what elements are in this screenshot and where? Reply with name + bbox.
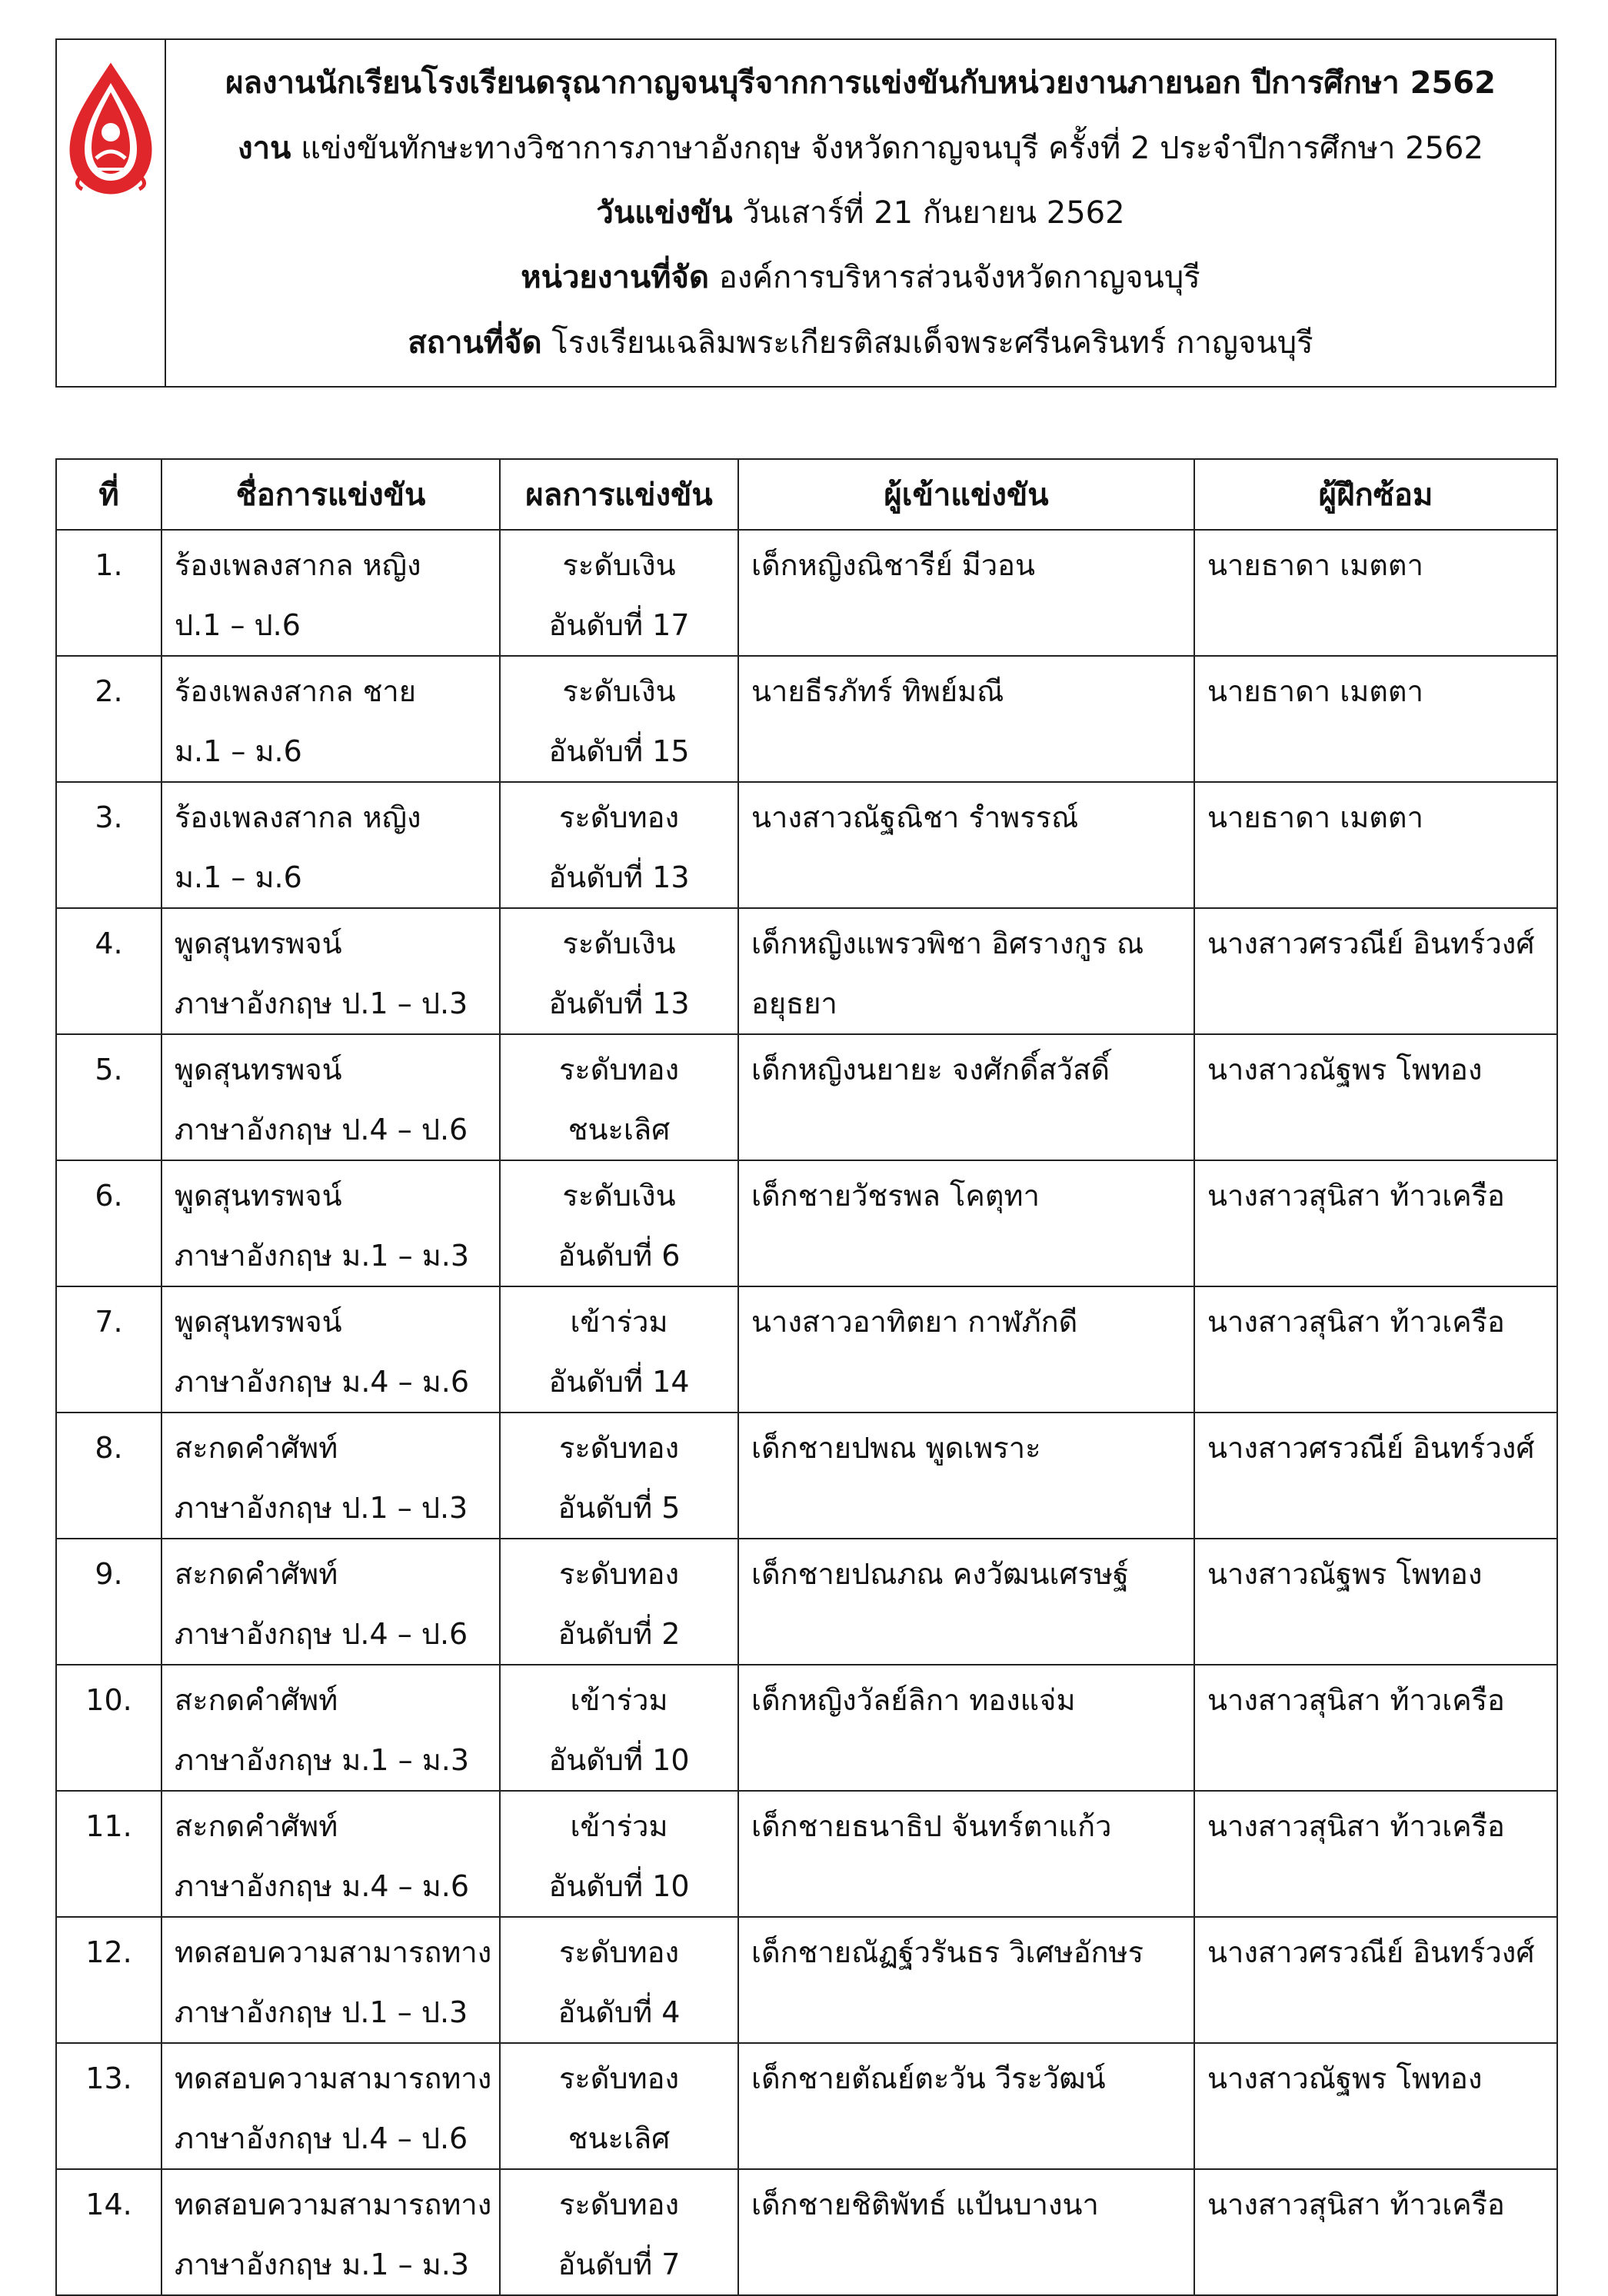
- cell-coach-text: นางสาวสุนิสา ท้าวเครือ: [1207, 1179, 1505, 1213]
- cell-contestant: [738, 1160, 1194, 1286]
- cell-result: [500, 908, 738, 1034]
- cell-result: [500, 1791, 738, 1917]
- cell-no: [56, 1034, 161, 1160]
- cell-no-text: 7.: [95, 1305, 123, 1339]
- cell-result-text: อันดับที่ 5: [558, 1491, 681, 1525]
- cell-competition-text: ภาษาอังกฤษ ป.1 – ป.3: [175, 1491, 468, 1525]
- cell-no-text: 10.: [85, 1683, 132, 1717]
- cell-contestant: [738, 1917, 1194, 2043]
- cell-competition-text: ภาษาอังกฤษ ป.4 – ป.6: [175, 2121, 468, 2155]
- cell-no-text: 4.: [95, 927, 123, 960]
- cell-coach: [1194, 530, 1557, 656]
- cell-coach: [1194, 2043, 1557, 2169]
- cell-competition-text: สะกดคำศัพท์: [175, 1557, 338, 1591]
- cell-competition: [161, 2043, 500, 2169]
- cell-result-text: เข้าร่วม: [570, 1809, 668, 1843]
- cell-result: [500, 1665, 738, 1791]
- cell-coach: [1194, 1665, 1557, 1791]
- cell-result-text: อันดับที่ 14: [548, 1365, 690, 1399]
- table-row: [56, 1791, 1557, 1917]
- column-header-result: ผลการแข่งขัน: [500, 459, 738, 530]
- cell-no: [56, 1917, 161, 2043]
- school-logo-cell: [57, 40, 166, 386]
- cell-contestant-text: เด็กชายธนาธิป จันทร์ตาแก้ว: [751, 1809, 1112, 1843]
- document-header: [55, 38, 1556, 388]
- cell-contestant: [738, 1539, 1194, 1665]
- school-emblem-icon: [65, 62, 156, 198]
- cell-competition: [161, 1917, 500, 2043]
- cell-contestant: [738, 1286, 1194, 1413]
- cell-competition-text: ภาษาอังกฤษ ม.1 – ม.3: [175, 2248, 470, 2281]
- cell-result-text: เข้าร่วม: [570, 1683, 668, 1717]
- cell-competition: [161, 1286, 500, 1413]
- cell-no-text: 3.: [95, 800, 123, 834]
- cell-contestant: [738, 908, 1194, 1034]
- cell-competition-text: ภาษาอังกฤษ ม.1 – ม.3: [175, 1239, 470, 1273]
- cell-contestant: [738, 2043, 1194, 2169]
- cell-no: [56, 782, 161, 908]
- cell-coach: [1194, 656, 1557, 782]
- cell-no-text: 12.: [85, 1935, 132, 1969]
- table-row: [56, 1286, 1557, 1413]
- document-title: ผลงานนักเรียนโรงเรียนดรุณากาญจนบุรีจากการแข่งขันกับหน่วยงานภายนอก ปีการศึกษา 2562: [225, 65, 1496, 101]
- cell-contestant-text: เด็กชายตัณย์ตะวัน วีระวัฒน์: [751, 2061, 1106, 2095]
- cell-competition-text: ร้องเพลงสากล หญิง: [175, 800, 421, 834]
- cell-result: [500, 656, 738, 782]
- cell-competition: [161, 1791, 500, 1917]
- cell-contestant-text: นางสาวอาทิตยา กาฬภักดี: [751, 1305, 1078, 1339]
- cell-no: [56, 1286, 161, 1413]
- cell-no: [56, 2043, 161, 2169]
- cell-coach-text: นายธาดา เมตตา: [1207, 800, 1423, 834]
- cell-coach: [1194, 1791, 1557, 1917]
- results-table: [55, 458, 1558, 2296]
- cell-coach: [1194, 782, 1557, 908]
- cell-contestant: [738, 1665, 1194, 1791]
- cell-result-text: อันดับที่ 15: [548, 734, 690, 768]
- cell-result-text: อันดับที่ 13: [548, 987, 690, 1020]
- cell-contestant-text: อยุธยา: [751, 987, 837, 1020]
- column-header-competition: ชื่อการแข่งขัน: [161, 459, 500, 530]
- cell-competition-text: ภาษาอังกฤษ ม.4 – ม.6: [175, 1869, 470, 1903]
- cell-no: [56, 1160, 161, 1286]
- cell-competition-text: พูดสุนทรพจน์: [175, 1179, 342, 1213]
- cell-result-text: ระดับเงิน: [562, 674, 676, 708]
- cell-competition-text: ทดสอบความสามารถทาง: [175, 2061, 492, 2095]
- column-header-coach: ผู้ฝึกซ้อม: [1194, 459, 1557, 530]
- cell-result: [500, 1286, 738, 1413]
- table-row: [56, 1665, 1557, 1791]
- cell-competition-text: ร้องเพลงสากล หญิง: [175, 548, 421, 582]
- cell-result-text: ระดับเงิน: [562, 927, 676, 960]
- cell-contestant-text: เด็กชายชิติพัทธ์ แป้นบางนา: [751, 2188, 1099, 2221]
- cell-competition-text: ทดสอบความสามารถทาง: [175, 1935, 492, 1969]
- cell-result-text: ชนะเลิศ: [568, 1113, 671, 1146]
- cell-competition-text: ร้องเพลงสากล ชาย: [175, 674, 416, 708]
- cell-no-text: 8.: [95, 1431, 123, 1465]
- cell-coach: [1194, 908, 1557, 1034]
- cell-competition-text: ม.1 – ม.6: [175, 860, 302, 894]
- cell-result-text: อันดับที่ 7: [558, 2248, 681, 2281]
- cell-result: [500, 1034, 738, 1160]
- cell-coach: [1194, 1917, 1557, 2043]
- cell-result-text: ระดับทอง: [558, 800, 680, 834]
- cell-no: [56, 2169, 161, 2295]
- cell-contestant: [738, 656, 1194, 782]
- cell-no: [56, 1539, 161, 1665]
- cell-contestant: [738, 1791, 1194, 1917]
- cell-coach-text: นางสาวสุนิสา ท้าวเครือ: [1207, 1305, 1505, 1339]
- cell-no-text: 1.: [95, 548, 123, 582]
- cell-coach-text: นายธาดา เมตตา: [1207, 548, 1423, 582]
- cell-contestant: [738, 1413, 1194, 1539]
- cell-result-text: ระดับเงิน: [562, 548, 676, 582]
- cell-result-text: อันดับที่ 10: [548, 1743, 690, 1777]
- cell-competition-text: ภาษาอังกฤษ ป.4 – ป.6: [175, 1113, 468, 1146]
- cell-no: [56, 1665, 161, 1791]
- cell-competition-text: ภาษาอังกฤษ ป.4 – ป.6: [175, 1617, 468, 1651]
- cell-competition: [161, 1160, 500, 1286]
- cell-no-text: 14.: [85, 2188, 132, 2221]
- table-row: [56, 1413, 1557, 1539]
- cell-competition-text: พูดสุนทรพจน์: [175, 927, 342, 960]
- cell-competition-text: ม.1 – ม.6: [175, 734, 302, 768]
- cell-result-text: ระดับทอง: [558, 1557, 680, 1591]
- cell-competition-text: สะกดคำศัพท์: [175, 1809, 338, 1843]
- cell-result-text: ระดับทอง: [558, 2188, 680, 2221]
- cell-no-text: 11.: [85, 1809, 132, 1843]
- cell-result: [500, 2169, 738, 2295]
- cell-result-text: ระดับทอง: [558, 1431, 680, 1465]
- cell-result: [500, 2043, 738, 2169]
- cell-result: [500, 1917, 738, 2043]
- cell-result: [500, 1539, 738, 1665]
- cell-result: [500, 530, 738, 656]
- cell-contestant: [738, 782, 1194, 908]
- cell-no: [56, 656, 161, 782]
- cell-competition-text: พูดสุนทรพจน์: [175, 1305, 342, 1339]
- cell-coach: [1194, 1539, 1557, 1665]
- table-row: [56, 1160, 1557, 1286]
- cell-competition: [161, 2169, 500, 2295]
- cell-no: [56, 530, 161, 656]
- organizer-line: หน่วยงานที่จัด องค์การบริหารส่วนจังหวัดกาญจนบุรี: [521, 260, 1200, 296]
- cell-no-text: 5.: [95, 1053, 123, 1086]
- cell-contestant: [738, 2169, 1194, 2295]
- cell-coach: [1194, 2169, 1557, 2295]
- cell-contestant-text: เด็กหญิงแพรวพิชา อิศรางกูร ณ: [751, 927, 1144, 960]
- header-text-block: [166, 40, 1555, 386]
- cell-contestant: [738, 530, 1194, 656]
- cell-result-text: ระดับเงิน: [562, 1179, 676, 1213]
- cell-contestant-text: เด็กชายปณภณ คงวัฒนเศรษฐ์: [751, 1557, 1129, 1591]
- cell-competition: [161, 1539, 500, 1665]
- cell-competition-text: ภาษาอังกฤษ ป.1 – ป.3: [175, 987, 468, 1020]
- table-row: [56, 1917, 1557, 2043]
- table-row: [56, 2043, 1557, 2169]
- cell-competition: [161, 908, 500, 1034]
- cell-competition: [161, 1413, 500, 1539]
- cell-competition: [161, 782, 500, 908]
- cell-coach-text: นางสาวณัฐพร โพทอง: [1207, 1557, 1483, 1591]
- cell-no: [56, 908, 161, 1034]
- column-header-contestant: ผู้เข้าแข่งขัน: [738, 459, 1194, 530]
- table-row: [56, 1034, 1557, 1160]
- table-row: [56, 530, 1557, 656]
- cell-competition-text: สะกดคำศัพท์: [175, 1431, 338, 1465]
- cell-coach-text: นางสาวณัฐพร โพทอง: [1207, 1053, 1483, 1086]
- cell-result-text: อันดับที่ 17: [548, 608, 690, 642]
- cell-coach: [1194, 1034, 1557, 1160]
- cell-result-text: ระดับทอง: [558, 1935, 680, 1969]
- cell-contestant-text: นางสาวณัฐณิชา รำพรรณ์: [751, 800, 1079, 834]
- cell-competition: [161, 656, 500, 782]
- cell-no-text: 6.: [95, 1179, 123, 1213]
- cell-result-text: เข้าร่วม: [570, 1305, 668, 1339]
- cell-result-text: ระดับทอง: [558, 2061, 680, 2095]
- cell-coach-text: นางสาวสุนิสา ท้าวเครือ: [1207, 1809, 1505, 1843]
- cell-coach-text: นางสาวสุนิสา ท้าวเครือ: [1207, 2188, 1505, 2221]
- cell-contestant-text: เด็กหญิงนยายะ จงศักดิ์สวัสดิ์: [751, 1053, 1110, 1086]
- cell-result-text: อันดับที่ 4: [558, 1995, 681, 2029]
- cell-coach-text: นางสาวศรวณีย์ อินทร์วงศ์: [1207, 1935, 1535, 1969]
- column-header-no: ที่: [56, 459, 161, 530]
- cell-competition: [161, 1665, 500, 1791]
- cell-competition: [161, 530, 500, 656]
- cell-contestant: [738, 1034, 1194, 1160]
- cell-no-text: 2.: [95, 674, 123, 708]
- cell-no: [56, 1413, 161, 1539]
- cell-coach: [1194, 1413, 1557, 1539]
- cell-contestant-text: เด็กชายณัฏฐ์วรันธร วิเศษอักษร: [751, 1935, 1144, 1969]
- table-header-row: [56, 459, 1557, 530]
- cell-result-text: อันดับที่ 10: [548, 1869, 690, 1903]
- cell-result: [500, 782, 738, 908]
- cell-result: [500, 1160, 738, 1286]
- cell-coach-text: นางสาวณัฐพร โพทอง: [1207, 2061, 1483, 2095]
- cell-contestant-text: เด็กหญิงณิชารีย์ มีวอน: [751, 548, 1035, 582]
- table-row: [56, 2169, 1557, 2295]
- cell-result-text: อันดับที่ 2: [558, 1617, 681, 1651]
- cell-coach-text: นายธาดา เมตตา: [1207, 674, 1423, 708]
- cell-result-text: ระดับทอง: [558, 1053, 680, 1086]
- cell-result-text: อันดับที่ 13: [548, 860, 690, 894]
- cell-competition-text: ภาษาอังกฤษ ม.4 – ม.6: [175, 1365, 470, 1399]
- cell-no-text: 13.: [85, 2061, 132, 2095]
- cell-competition-text: ภาษาอังกฤษ ป.1 – ป.3: [175, 1995, 468, 2029]
- cell-no-text: 9.: [95, 1557, 123, 1591]
- cell-competition-text: ป.1 – ป.6: [175, 608, 301, 642]
- event-line: งาน แข่งขันทักษะทางวิชาการภาษาอังกฤษ จังหวัดกาญจนบุรี ครั้งที่ 2 ประจำปีการศึกษา 2562: [238, 130, 1483, 166]
- cell-coach-text: นางสาวศรวณีย์ อินทร์วงศ์: [1207, 927, 1535, 960]
- cell-contestant-text: เด็กหญิงวัลย์ลิกา ทองแจ่ม: [751, 1683, 1076, 1717]
- cell-contestant-text: เด็กชายวัชรพล โคตุทา: [751, 1179, 1040, 1213]
- table-row: [56, 656, 1557, 782]
- cell-contestant-text: เด็กชายปพณ พูดเพราะ: [751, 1431, 1041, 1465]
- cell-competition-text: ทดสอบความสามารถทาง: [175, 2188, 492, 2221]
- table-body: [56, 530, 1557, 2295]
- venue-line: สถานที่จัด โรงเรียนเฉลิมพระเกียรติสมเด็จพระศรีนครินทร์ กาญจนบุรี: [408, 324, 1313, 361]
- cell-coach-text: นางสาวศรวณีย์ อินทร์วงศ์: [1207, 1431, 1535, 1465]
- cell-competition: [161, 1034, 500, 1160]
- cell-contestant-text: นายธีรภัทร์ ทิพย์มณี: [751, 674, 1004, 708]
- cell-result-text: ชนะเลิศ: [568, 2121, 671, 2155]
- table-row: [56, 782, 1557, 908]
- cell-coach: [1194, 1160, 1557, 1286]
- cell-coach: [1194, 1286, 1557, 1413]
- cell-coach-text: นางสาวสุนิสา ท้าวเครือ: [1207, 1683, 1505, 1717]
- cell-competition-text: ภาษาอังกฤษ ม.1 – ม.3: [175, 1743, 470, 1777]
- cell-no: [56, 1791, 161, 1917]
- cell-result: [500, 1413, 738, 1539]
- cell-competition-text: สะกดคำศัพท์: [175, 1683, 338, 1717]
- table-row: [56, 908, 1557, 1034]
- cell-result-text: อันดับที่ 6: [558, 1239, 681, 1273]
- date-line: วันแข่งขัน วันเสาร์ที่ 21 กันยายน 2562: [596, 195, 1125, 231]
- cell-competition-text: พูดสุนทรพจน์: [175, 1053, 342, 1086]
- table-row: [56, 1539, 1557, 1665]
